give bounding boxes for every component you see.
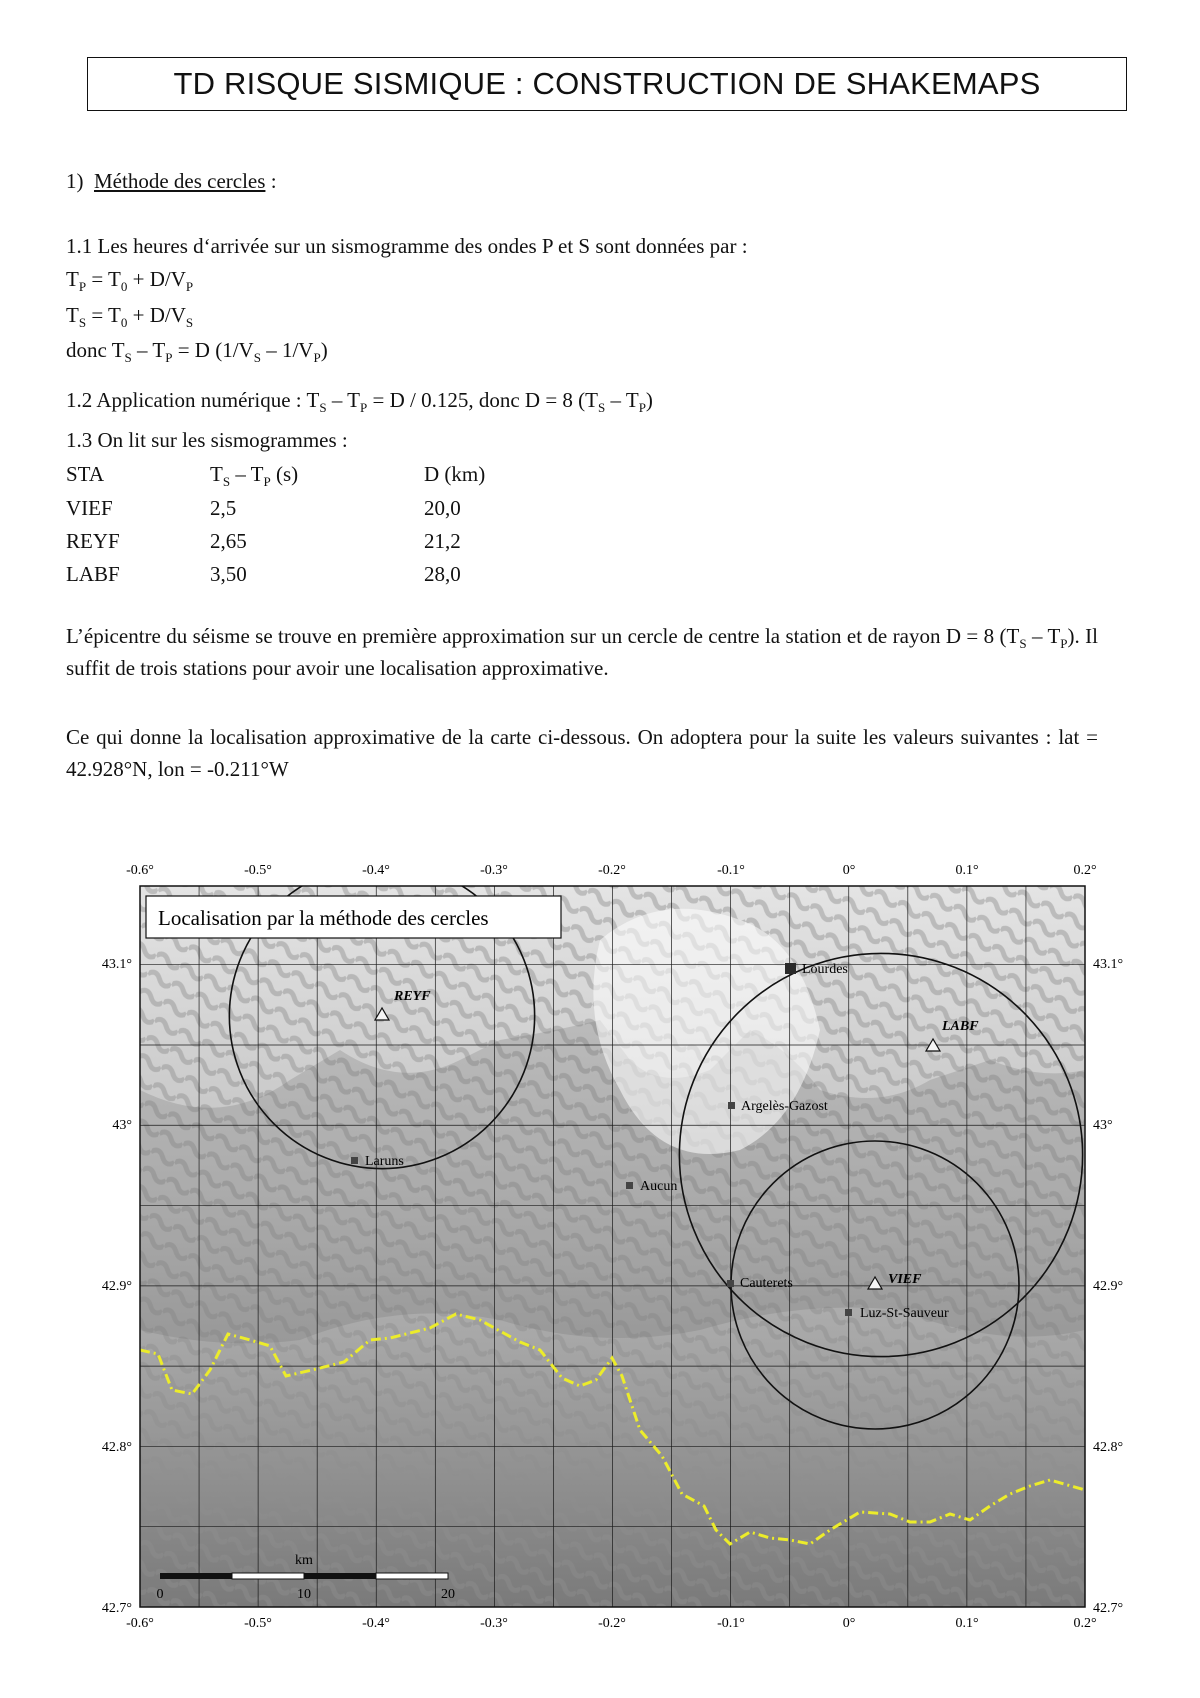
scale-segment [232,1573,304,1579]
town-label-luz-st-sauveur: Luz-St-Sauveur [860,1306,949,1321]
scale-tick-label: 10 [297,1587,311,1602]
station-label-labf: LABF [942,1019,979,1034]
table-cell-dt: 2,65 [210,529,247,553]
page-title: TD RISQUE SISMIQUE : CONSTRUCTION DE SHAKEMAPS [87,57,1127,111]
map-legend [146,896,561,938]
town-marker-icon [727,1280,734,1287]
epicenter-paragraph: L’épicentre du séisme se trouve en première approximation sur un cercle de centre la station et de rayon D = 8 $(T_S - T_P)$. Il suffit de trois stations pour avoir une localisation approximative. [66,624,1098,680]
s1-1-intro: 1.1 Les heures d‘arrivée sur un sismogramme des ondes P et S sont données par : [66,234,748,258]
lon-label: -0.1° [717,1616,745,1631]
scale-segment [160,1573,232,1579]
location-paragraph: Ce qui donne la localisation approximative de la carte ci-dessous. On adoptera pour la suite les valeurs suivantes : lat = 42.928°N, lon = -0.211°W [66,725,1098,781]
lon-label: -0.3° [480,863,508,878]
station-label-vief: VIEF [888,1272,922,1287]
town-label-laruns: Laruns [365,1154,404,1169]
table-cell-d: 21,2 [424,529,461,553]
lon-label: -0.5° [244,863,272,878]
town-label-lourdes: Lourdes [802,962,848,977]
lat-label: 43.1° [101,957,132,972]
lat-labels-left [102,957,132,1616]
scale-tick-label: 20 [441,1587,455,1602]
town-marker-icon [351,1157,358,1164]
lat-label: 42.8° [101,1440,132,1455]
lon-label: -0.4° [362,863,390,878]
town-marker-icon [728,1102,735,1109]
town-label-cauterets: Cauterets [740,1276,793,1291]
lon-label: -0.1° [717,863,745,878]
table-header-ts-tp: $T_S - T_P$ (s) [210,462,299,489]
table-cell-dt: 2,5 [210,496,237,520]
table-cell-sta: LABF [66,562,120,586]
lat-label: 43° [1093,1118,1113,1133]
lon-label: 0° [842,863,856,878]
table-header-distance: D (km) [424,462,486,486]
lon-label: 0.2° [1073,1616,1097,1631]
lon-label: -0.5° [244,1616,272,1631]
lon-label: 0.1° [955,863,979,878]
s1-3-intro: 1.3 On lit sur les sismogrammes : [66,428,348,452]
epicenter-map [100,830,1130,1640]
town-marker-icon [626,1182,633,1189]
lon-label: 0° [842,1616,856,1631]
scale-segment [304,1573,376,1579]
lon-label: 0.1° [955,1616,979,1631]
station-label-reyf: REYF [394,989,431,1004]
scale-tick-label: 0 [156,1587,164,1602]
lon-label: -0.2° [598,863,626,878]
town-label-aucun: Aucun [640,1179,678,1194]
lon-labels-bottom [126,1616,1096,1631]
equation-ts: $T_S = T_0 + D/V_S$ [66,303,194,330]
lon-label: -0.2° [598,1616,626,1631]
lat-label: 42.7° [1093,1601,1124,1616]
lon-label: -0.6° [126,1616,154,1631]
lat-label: 42.9° [101,1279,132,1294]
lon-label: -0.6° [126,863,154,878]
lat-label: 42.8° [1093,1440,1124,1455]
lat-label: 43° [112,1118,132,1133]
lon-labels-top [126,863,1096,878]
lon-label: 0.2° [1073,863,1097,878]
s1-2-application: 1.2 Application numérique : $T_S - T_P = D / 0.125$, donc D = 8 $(T_S - T_P)$ [66,388,653,415]
table-cell-sta: REYF [66,529,120,553]
lat-label: 43.1° [1093,957,1124,972]
table-cell-sta: VIEF [66,496,113,520]
town-marker-icon [785,963,796,974]
lon-label: -0.3° [480,1616,508,1631]
table-header-sta: STA [66,462,104,486]
lon-label: -0.4° [362,1616,390,1631]
lat-label: 42.7° [101,1601,132,1616]
table-cell-d: 20,0 [424,496,461,520]
table-cell-dt: 3,50 [210,562,247,586]
scale-segment [376,1573,448,1579]
lat-labels-right [1093,957,1123,1616]
table-cell-d: 28,0 [424,562,461,586]
equation-tp: $T_P = T_0 + D/V_P$ [66,267,194,294]
town-label-argeles-gazost: Argelès-Gazost [741,1099,828,1114]
equation-difference: donc $T_S - T_P = D$ $(1/V_S - 1/V_P)$ [66,338,328,365]
town-marker-icon [845,1309,852,1316]
scale-unit: km [295,1553,313,1568]
section-1-heading: 1) Méthode des cercles : [66,169,277,193]
legend-title: Localisation par la méthode des cercles [158,906,489,930]
lat-label: 42.9° [1093,1279,1124,1294]
